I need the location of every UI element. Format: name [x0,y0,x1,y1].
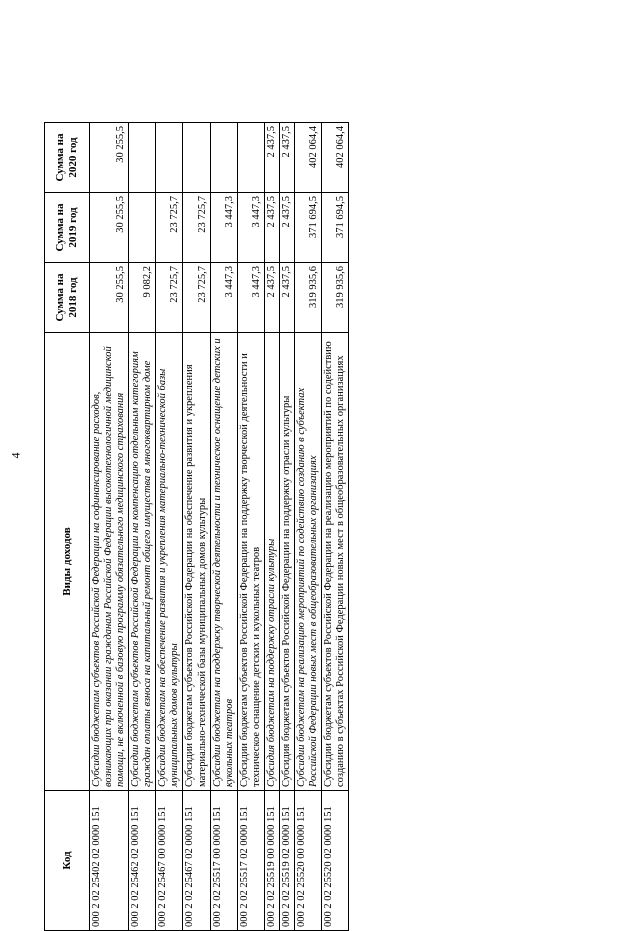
cell-sum-2019: 3 447,3 [210,193,237,263]
cell-sum-2018: 9 082,2 [129,263,156,333]
cell-name: Субсидии бюджетам на обеспечение развития и укрепления материально-технической базы муниципальных домов культуры [156,333,183,791]
cell-sum-2018: 2 437,5 [279,263,294,333]
cell-code: 000 2 02 25520 00 0000 151 [294,791,321,931]
cell-sum-2019: 371 694,5 [294,193,321,263]
cell-code: 000 2 02 25467 00 0000 151 [156,791,183,931]
cell-code: 000 2 02 25520 02 0000 151 [322,791,349,931]
cell-code: 000 2 02 25517 00 0000 151 [210,791,237,931]
cell-sum-2018: 3 447,3 [237,263,264,333]
header-code: Код [45,791,90,931]
table-row [322,123,349,931]
cell-sum-2020 [210,123,237,193]
cell-name: Субсидии бюджетам субъектов Российской Федерации на реализацию мероприятий по содействию созданию в субъектах Российской Федерации новых мест в общеобразовательных организациях [322,333,349,791]
header-name: Виды доходов [45,333,90,791]
cell-name: Субсидии бюджетам на поддержку творческой деятельности и техническое оснащение детских и кукольных театров [210,333,237,791]
cell-sum-2020: 2 437,5 [279,123,294,193]
cell-sum-2018: 319 935,6 [322,263,349,333]
cell-code: 000 2 02 25517 02 0000 151 [237,791,264,931]
cell-sum-2019: 23 725,7 [156,193,183,263]
cell-sum-2020 [237,123,264,193]
cell-sum-2020 [129,123,156,193]
cell-name: Субсидии бюджетам субъектов Российской Федерации на обеспечение развития и укрепления материально-технической базы муниципальных домов культуры [183,333,210,791]
table-row [90,123,129,931]
cell-sum-2019: 30 255,5 [90,193,129,263]
table-row [279,123,294,931]
cell-code: 000 2 02 25467 02 0000 151 [183,791,210,931]
cell-sum-2019: 371 694,5 [322,193,349,263]
header-sum-2019: Сумма на 2019 год [45,193,90,263]
page-number: 4 [8,452,23,459]
table-row [237,123,264,931]
header-sum-2020: Сумма на 2020 год [45,123,90,193]
cell-sum-2019: 2 437,5 [264,193,279,263]
cell-code: 000 2 02 25402 02 0000 151 [90,791,129,931]
cell-sum-2020: 402 064,4 [294,123,321,193]
table-row [129,123,156,931]
rotated-table-container [44,123,516,931]
cell-name: Субсидии бюджетам субъектов Российской Федерации на компенсацию отдельным категориям граждан оплаты взноса на капитальный ремонт общего имущества в многоквартирном доме [129,333,156,791]
cell-sum-2019 [129,193,156,263]
cell-code: 000 2 02 25519 00 0000 151 [264,791,279,931]
cell-sum-2018: 23 725,7 [183,263,210,333]
cell-sum-2018: 2 437,5 [264,263,279,333]
cell-sum-2018: 30 255,5 [90,263,129,333]
cell-code: 000 2 02 25462 02 0000 151 [129,791,156,931]
cell-name: Субсидия бюджетам на поддержку отрасли культуры [264,333,279,791]
cell-name: Субсидии бюджетам субъектов Российской Федерации на софинансирование расходов, возникающих при оказании гражданам Российской Федерации высокотехнологичной медицинской помощи, не включенной в базовую программу обязательного медицинского страхования [90,333,129,791]
table-header-row [45,123,90,931]
table-row [294,123,321,931]
table-row [210,123,237,931]
cell-name: Субсидии бюджетам на реализацию мероприятий по содействию созданию в субъектах Российской Федерации новых мест в общеобразовательных организациях [294,333,321,791]
cell-sum-2020: 402 064,4 [322,123,349,193]
cell-sum-2018: 23 725,7 [156,263,183,333]
cell-sum-2018: 319 935,6 [294,263,321,333]
cell-sum-2020: 2 437,5 [264,123,279,193]
cell-sum-2019: 2 437,5 [279,193,294,263]
table-row [156,123,183,931]
cell-sum-2020 [183,123,210,193]
cell-name: Субсидии бюджетам субъектов Российской Федерации на поддержку творческой деятельности и техническое оснащение детских и кукольных театров [237,333,264,791]
table-row [264,123,279,931]
cell-sum-2019: 23 725,7 [183,193,210,263]
cell-sum-2020 [156,123,183,193]
cell-sum-2018: 3 447,3 [210,263,237,333]
cell-name: Субсидия бюджетам субъектов Российской Федерации на поддержку отрасли культуры [279,333,294,791]
table-row [183,123,210,931]
cell-sum-2020: 30 255,5 [90,123,129,193]
header-sum-2018: Сумма на 2018 год [45,263,90,333]
cell-code: 000 2 02 25519 02 0000 151 [279,791,294,931]
cell-sum-2019: 3 447,3 [237,193,264,263]
income-table [44,122,349,931]
